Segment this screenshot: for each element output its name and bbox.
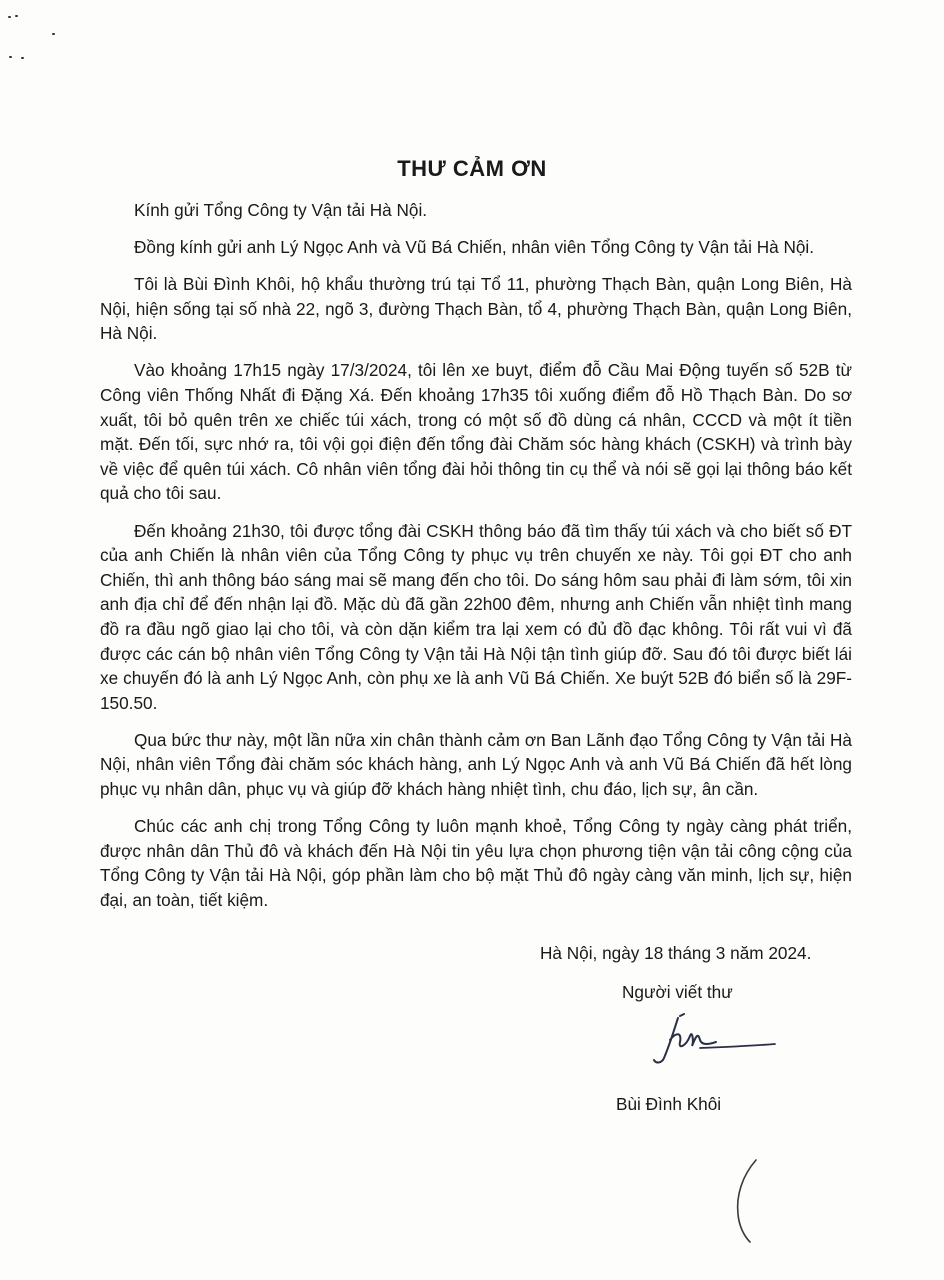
signature-icon bbox=[640, 1010, 790, 1070]
thanks-paragraph: Qua bức thư này, một lần nữa xin chân thành cảm ơn Ban Lãnh đạo Tổng Công ty Vận tải Hà Nội, nhân viên Tổng đài chăm sóc khách hàng, anh Lý Ngọc Anh và anh Vũ Bá Chiến đã hết lòng phục vụ nhân dân, phục vụ và giúp đỡ khách hàng nhiệt tình, chu đáo, lịch sự, ân cần. bbox=[100, 729, 852, 799]
scan-speck bbox=[9, 56, 12, 58]
letter-title: THƯ CẢM ƠN bbox=[397, 156, 547, 181]
edge-mark-icon bbox=[728, 1156, 768, 1246]
signer-name: Bùi Đình Khôi bbox=[616, 1094, 722, 1114]
scan-speck bbox=[21, 57, 24, 59]
signature-label: Người viết thư bbox=[622, 982, 733, 1002]
place-date: Hà Nội, ngày 18 tháng 3 năm 2024. bbox=[540, 943, 812, 963]
salutation: Kính gửi Tổng Công ty Vận tải Hà Nội. bbox=[134, 200, 428, 220]
incident-paragraph: Vào khoảng 17h15 ngày 17/3/2024, tôi lên xe buyt, điểm đỗ Cầu Mai Động tuyến số 52B từ Công viên Thống Nhất đi Đặng Xá. Đến khoảng 17h35 tôi xuống điểm đỗ Hồ Thạch Bàn. Do sơ xuất, tôi bỏ quên trên xe chiếc túi xách, trong có một số đồ dùng cá nhân, CCCD và một ít tiền mặt. Đến tối, sực nhớ ra, tôi vội gọi điện đến tổng đài Chăm sóc hàng khách (CSKH) và trình bày về việc để quên túi xách. Cô nhân viên tổng đài hỏi thông tin cụ thể và nói sẽ gọi lại thông báo kết quả cho tôi sau. bbox=[100, 360, 852, 504]
letter-body bbox=[100, 198, 852, 925]
scan-speck bbox=[52, 33, 55, 35]
recovery-paragraph: Đến khoảng 21h30, tôi được tổng đài CSKH thông báo đã tìm thấy túi xách và cho biết số ĐT của anh Chiến là nhân viên của Tổng Công ty phục vụ trên chuyến xe này. Tôi gọi ĐT cho anh Chiến, thì anh thông báo sáng mai sẽ mang đến cho tôi. Do sáng hôm sau phải đi làm sớm, tôi xin anh địa chỉ để đến nhận lại đồ. Mặc dù đã gần 22h00 đêm, nhưng anh Chiến vẫn nhiệt tình mang đồ ra đầu ngõ giao lại cho tôi, và còn dặn kiểm tra lại xem có đủ đồ đạc không. Tôi rất vui vì đã được các cán bộ nhân viên Tổng Công ty Vận tải Hà Nội tận tình giúp đỡ. Sau đó tôi được biết lái xe chuyến đó là anh Lý Ngọc Anh, còn phụ xe là anh Vũ Bá Chiến. Xe buýt 52B đó biển số là 29F-150.50. bbox=[100, 520, 852, 713]
scan-speck bbox=[8, 16, 11, 18]
scan-speck bbox=[15, 15, 18, 17]
wishes-paragraph: Chúc các anh chị trong Tổng Công ty luôn mạnh khoẻ, Tổng Công ty ngày càng phát triển, được nhân dân Thủ đô và khách đến Hà Nội tin yêu lựa chọn phương tiện vận tải công cộng của Tổng Công ty Vận tải Hà Nội, góp phần làm cho bộ mặt Thủ đô ngày càng văn minh, lịch sự, hiện đại, an toàn, tiết kiệm. bbox=[100, 816, 852, 910]
cc-salutation: Đồng kính gửi anh Lý Ngọc Anh và Vũ Bá Chiến, nhân viên Tổng Công ty Vận tải Hà Nội. bbox=[134, 237, 815, 258]
sender-intro-paragraph: Tôi là Bùi Đình Khôi, hộ khẩu thường trú tại Tổ 11, phường Thạch Bàn, quận Long Biên, Hà Nội, hiện sống tại số nhà 22, ngõ 3, đường Thạch Bàn, tổ 4, phường Thạch Bàn, quận Long Biên, Hà Nội. bbox=[100, 274, 852, 344]
